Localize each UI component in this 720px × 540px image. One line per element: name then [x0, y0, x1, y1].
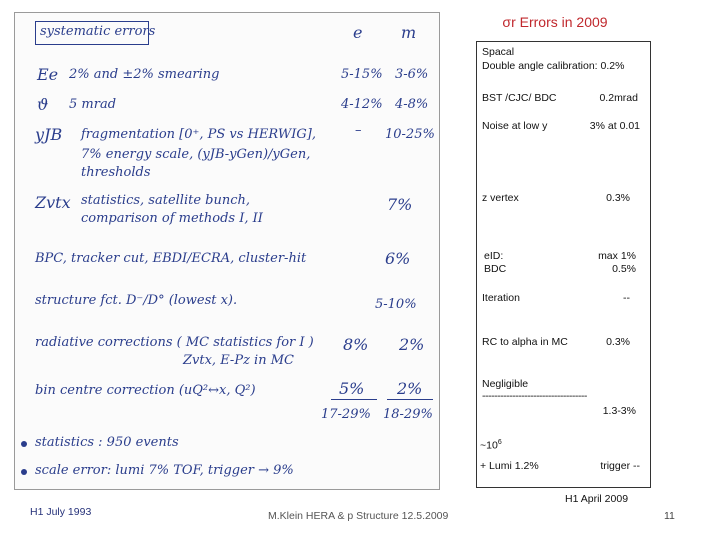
column-m-header: m	[401, 23, 417, 42]
column-e-header: e	[353, 23, 363, 42]
row-m-value: 10-25%	[385, 127, 435, 142]
row-text: Zvtx, E-Pz in MC	[183, 353, 294, 368]
iteration-value: --	[623, 292, 630, 304]
row-m-value: 3-6%	[395, 67, 429, 82]
negligible-label: Negligible	[482, 378, 529, 390]
row-text: BPC, tracker cut, EBDI/ECRA, cluster-hit	[35, 251, 307, 266]
bullet-dot	[21, 469, 27, 475]
separator-dashes: -----------------------------------	[482, 390, 587, 402]
row-text: statistics, satellite bunch,	[81, 193, 251, 208]
row-text: comparison of methods I, II	[81, 211, 263, 226]
bdc-value: 0.5%	[612, 263, 636, 275]
eid-label: eID:	[484, 250, 504, 262]
statistics-base: ~10	[480, 439, 498, 452]
statistics-value	[480, 436, 502, 453]
zvertex-label: z vertex	[482, 192, 519, 204]
row-text: statistics : 950 events	[35, 435, 179, 450]
row-e-value: 6%	[385, 249, 411, 268]
row-text: 5 mrad	[69, 97, 117, 112]
footer-left: H1 July 1993	[30, 506, 92, 518]
sum-underline	[387, 399, 433, 400]
row-e-value: 5-10%	[375, 297, 417, 312]
zvertex-value: 0.3%	[606, 192, 630, 204]
sum-underline	[331, 399, 377, 400]
rc-value: 0.3%	[606, 336, 630, 348]
noise-value: 3% at 0.01	[589, 120, 640, 132]
eid-value: max 1%	[598, 250, 636, 262]
footer-center: M.Klein HERA & p Structure 12.5.2009	[268, 510, 449, 522]
error-summary-panel	[476, 41, 651, 488]
row-text: fragmentation [0⁺, PS vs HERWIG],	[81, 127, 316, 142]
page-number: 11	[664, 510, 675, 522]
row-text: thresholds	[81, 165, 151, 180]
row-label: Zvtx	[35, 193, 71, 212]
row-m-value: 2%	[397, 379, 423, 398]
spacal-calibration: Double angle calibration: 0.2%	[482, 60, 625, 72]
row-e-value: 4-12%	[341, 97, 383, 112]
row-label: yJB	[35, 125, 63, 144]
row-text: scale error: lumi 7% TOF, trigger → 9%	[35, 463, 294, 478]
row-m-value: 18-29%	[383, 407, 433, 422]
trigger-value: trigger --	[600, 460, 640, 472]
sheet-heading: systematic errors	[40, 24, 156, 39]
footer-right: H1 April 2009	[565, 493, 629, 505]
row-text: 7% energy scale, (yJB-yGen)/yGen,	[81, 147, 311, 162]
handwritten-error-sheet	[14, 12, 440, 490]
row-m-value: 4-8%	[395, 97, 429, 112]
row-text: radiative corrections ( MC statistics for I )	[35, 335, 314, 350]
lumi-value: + Lumi 1.2%	[480, 460, 539, 472]
row-text: bin centre correction (uQ²↔x, Q²)	[35, 383, 256, 398]
row-e-value: 5-15%	[341, 67, 383, 82]
row-e-value: 17-29%	[321, 407, 371, 422]
iteration-label: Iteration	[482, 292, 520, 304]
title-text: Errors in 2009	[515, 14, 608, 30]
spacal-label: Spacal	[482, 46, 515, 58]
row-e-value: 7%	[387, 195, 413, 214]
bullet-dot	[21, 441, 27, 447]
rc-label: RC to alpha in MC	[482, 336, 568, 348]
row-e-value: –	[355, 123, 362, 138]
row-text: structure fct. D⁻/D° (lowest x).	[35, 293, 238, 308]
row-text: 2% and ±2% smearing	[69, 67, 220, 82]
total-value: 1.3-3%	[602, 405, 636, 417]
bst-value: 0.2mrad	[599, 92, 638, 104]
bdc-label: BDC	[484, 263, 507, 275]
row-e-value: 5%	[339, 379, 365, 398]
bst-label: BST /CJC/ BDC	[482, 92, 557, 104]
row-label: ϑ	[37, 95, 49, 114]
title-symbol: σr	[502, 14, 516, 30]
noise-label: Noise at low y	[482, 120, 548, 132]
row-e-value: 8%	[343, 335, 369, 354]
statistics-exponent: 6	[497, 439, 502, 446]
row-label: Ee	[37, 65, 59, 84]
row-m-value: 2%	[399, 335, 425, 354]
slide-title	[470, 14, 640, 30]
